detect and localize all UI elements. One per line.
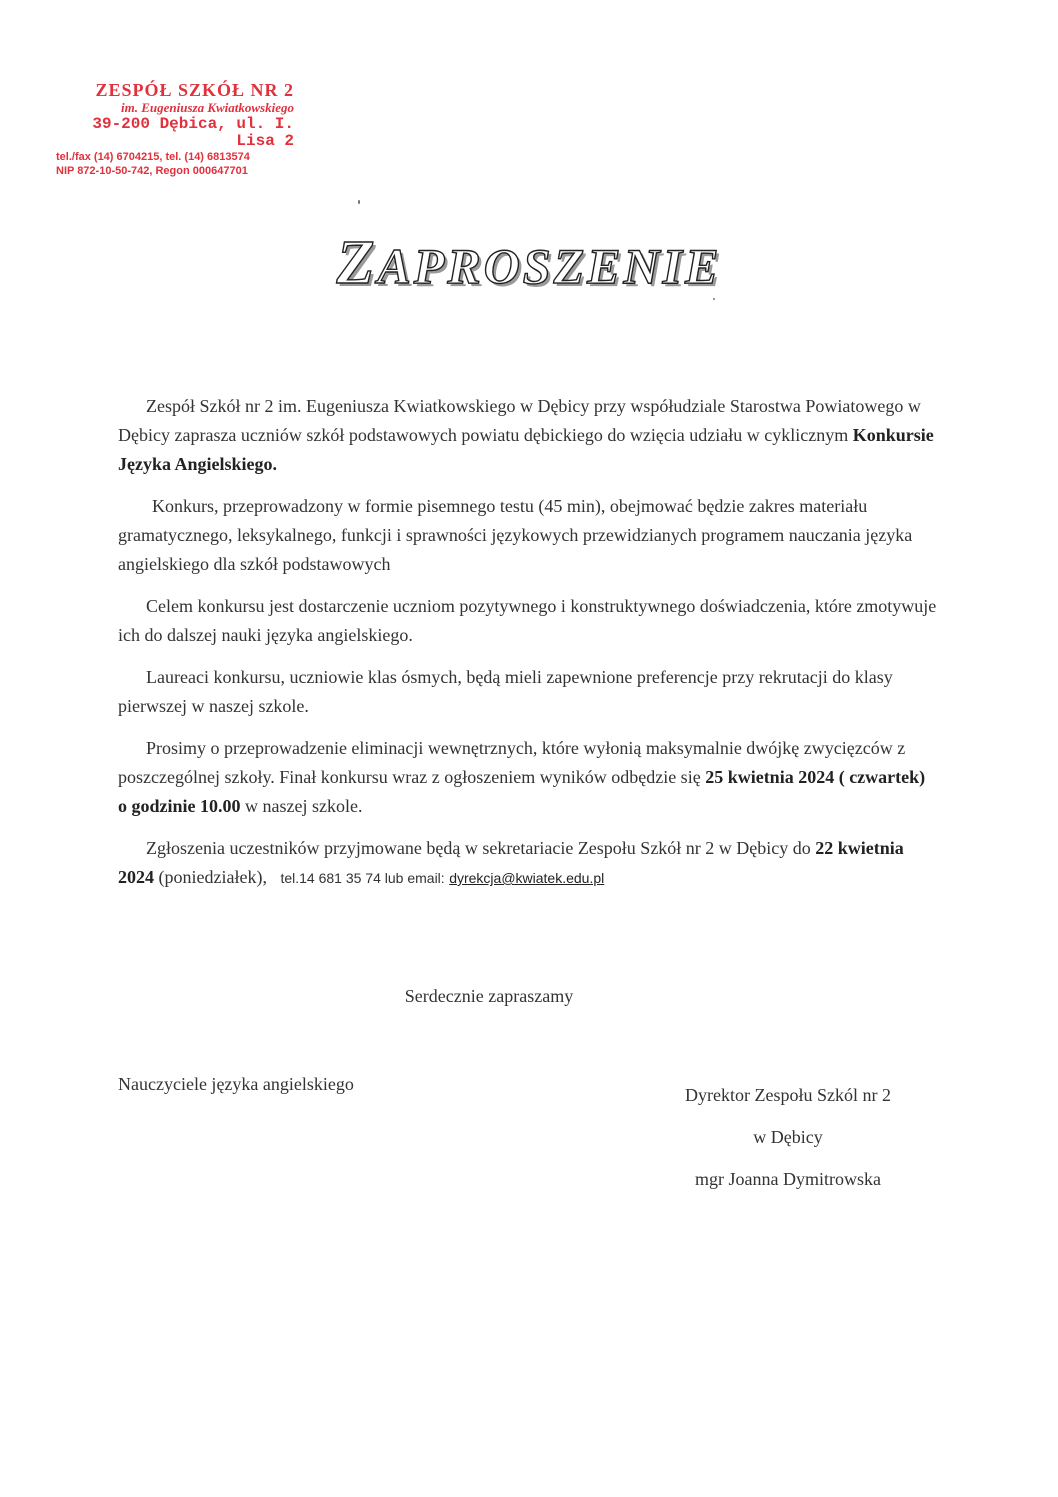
paragraph-goal — [118, 592, 938, 650]
school-stamp — [54, 80, 294, 178]
paragraph-registration — [118, 834, 938, 893]
paragraph-laureates — [118, 663, 938, 721]
stamp-address: 39-200 Dębica, ul. I. Lisa 2 — [92, 115, 294, 150]
final-date: 25 kwietnia 2024 ( czwartek) o godzinie 10.00 — [118, 767, 926, 816]
paragraph-final-text: Prosimy o przeprowadzenie eliminacji wewnętrznych, które wyłonią maksymalnie dwójkę zwycięzców z poszczególnej szkoły. Finał konkursu wraz z ogłoszeniem wyników odbędzie się — [118, 738, 906, 787]
paragraph-format — [118, 492, 938, 579]
paragraph-registration-text: Zgłoszenia uczestników przyjmowane będą w sekretariacie Zespołu Szkół nr 2 w Dębicy do — [146, 838, 816, 858]
paragraph-final — [118, 734, 938, 821]
title-initial: Z — [336, 229, 378, 297]
contest-name: Konkursie Języka Angielskiego. — [118, 425, 934, 474]
director-city: w Dębicy — [753, 1127, 823, 1147]
paragraph-goal-text: Celem konkursu jest dostarczenie uczniom pozytywnego i konstruktywnego doświadczenia, które zmotywuje ich do dalszej nauki języka angielskiego. — [118, 596, 937, 645]
contact-email-link[interactable]: dyrekcja@kwiatek.edu.pl — [449, 870, 605, 886]
signature-director — [648, 1074, 928, 1200]
director-title: Dyrektor Zespołu Szkól nr 2 — [685, 1085, 891, 1105]
paragraph-laureates-text: Laureaci konkursu, uczniowie klas ósmych, będą mieli zapewnione preferencje przy rekrutacji do klasy pierwszej w naszej szkole. — [118, 667, 893, 716]
title-rest: APROSZENIE — [377, 238, 722, 294]
closing-line: Serdecznie zapraszamy — [404, 986, 574, 1006]
letter-body — [118, 392, 938, 906]
signature-teachers: Nauczyciele języka angielskiego — [118, 1074, 354, 1094]
paragraph-invitation-text: Zespół Szkół nr 2 im. Eugeniusza Kwiatkowskiego w Dębicy przy współudziale Starostwa Powiatowego w Dębicy zaprasza uczniów szkół podstawowych powiatu dębickiego do wzięcia udziału w cyklicznym — [118, 396, 921, 445]
director-name: mgr Joanna Dymitrowska — [695, 1169, 881, 1189]
contact-phone: tel.14 681 35 74 lub email: — [280, 870, 445, 886]
scan-speck — [358, 200, 360, 204]
paragraph-format-text: Konkurs, przeprowadzony w formie pisemnego testu (45 min), obejmować będzie zakres materiału gramatycznego, leksykalnego, funkcji i sprawności językowych przewidzianych programem nauczania języka angielskiego dla szkół podstawowych — [118, 496, 913, 574]
paragraph-invitation — [118, 392, 938, 479]
stamp-school-name: ZESPÓŁ SZKÓŁ NR 2 — [95, 80, 294, 100]
page-title — [0, 228, 1058, 299]
paragraph-final-tail: w naszej szkole. — [240, 796, 363, 816]
stamp-phone: tel./fax (14) 6704215, tel. (14) 6813574 — [56, 151, 250, 163]
registration-weekday: (poniedziałek), — [154, 867, 267, 887]
stamp-patron: im. Eugeniusza Kwiatkowskiego — [120, 100, 294, 115]
registration-deadline: 22 kwietnia 2024 — [118, 838, 904, 887]
stamp-nip-regon: NIP 872-10-50-742, Regon 000647701 — [56, 165, 248, 177]
